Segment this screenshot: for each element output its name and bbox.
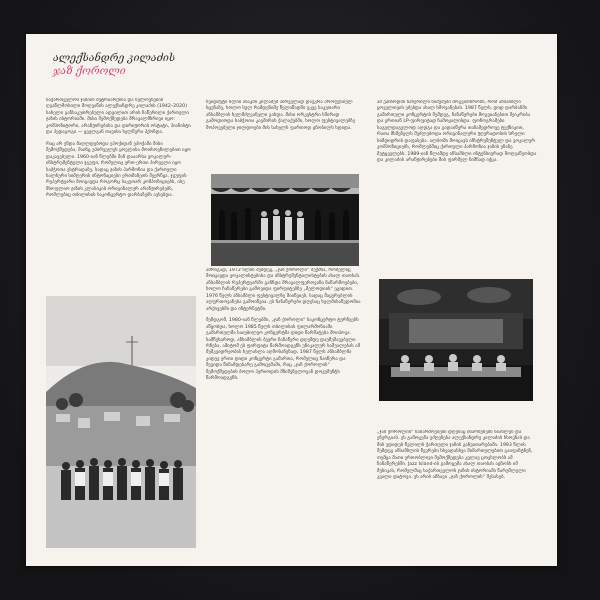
- page-title: ალექსანდრე კილაძის: [53, 52, 176, 64]
- paragraph: ამ ეპიზოდში ჩაწერილი ნიმუშები მოგვითხრობს, რომ ანსამბლი ყოველთვის ეძებდა ახალ ხმოვანებას. 1987 წელს, დიდ დარბაზში გამართული კონცერტის შემდეგ, ჩანაწერები მოგვიანებით შეიკრიბა და ერთიან LP-ფირფიტად ჩამოყალიბდა. ფონოგრამები საგულდაგულოდ აღდგა და გადაიწერა თანამედროვე ტექნიკით, რათა მსმენელს შეძლებოდა ორიგინალური ჟღერადობის სრული სიმდიდრის დაფასება. ალბომი მოიცავს ინსტრუმენტულ და ვოკალურ კომპოზიციებს, რომლებშიც ქართული ჰარმონია ჯაზის ენაზე მეტყველებს. 1989-იან წლამდე ანსამბლი ინტენსიურად მოღვაწეობდა და კილაძის არანჟირებები მის ფირმულ ნიშნად იქცა.: [377, 100, 537, 164]
- text-column-right-bottom: [377, 430, 537, 556]
- page-subtitle: ჯაზ ქოროლი: [53, 65, 126, 77]
- paragraph: საქართველოს ჯაზიის მეტრიარქისა და ხელოვნების ღვაწლმოსილი მოღვაწის ალექსანდრე კილაძის (1942–2020) სახელი განსაკუთრებული ადგილით არის ჩაწერილი ქართული ჯაზის ისტორიაში. მისი შემოქმედება მრავალმხრივი იყო: კომპოზიტორი, არანჟირებისა და დირიჟორის ოსტატი, პიანისტი და პედაგოგი — ყველგან თავისი ხელწერა ჰქონდა.: [46, 98, 191, 136]
- paragraph: ამრიგად, 1972 წლის შემდეგ, „ჯაზ ქოროლი“ შექმნა, რომელიც მოიცავდა ვოკალისტებისა და ინსტრუმენტალისტების ახალ თაობას. ანსამბლის რეპერტუარში გაჩნდა მრავალფეროვანი ნაწარმოებები, ხოლო ჩანაწერები გამოვიდა ფირფიტებზე „მელოდიის“ ეგიდით. 1976 წელს ანსამბლი ფესტივალზე მიიწვიეს, სადაც მაყურებლის აღფრთოვანება გამოიწვია. ეს ჩანაწერები დღესაც ხელმისაწვდომია არქივებში და ინტერნეტში.: [206, 268, 361, 312]
- paragraph: ჩვიდმეტი წლის ასაკში კილაძემ პირველად დაუკრა პროფესიულ სცენაზე, ხოლო სულ რამდენიმე წელიწადში უკვე საკუთარი ანსამბლის ხელმძღვანელი გახდა. მისი ორკესტრი ხშირად გამოდიოდა საბჭოთა კავშირის ქალაქებში, ხოლო ფესტივალებზე მოპოვებული ჯილდოები მის სახელს ფართოდ ცნობილს ხდიდა.: [206, 100, 356, 131]
- liner-notes-sheet: [26, 34, 557, 566]
- text-column-right-top: [377, 100, 537, 275]
- paragraph: შემდგომ, 1980-იან წლებში, „ჯაზ ქოროლი“ საკონცერტო ტურნეებს აწყობდა, ხოლო 1985 წელს თბილისის ფილარმონიაში გამართულმა საიუბილეო კონცერტმა დიდი წარმატება მოიპოვა. სამწუხაროდ, ანსამბლის ბევრი ჩანაწერი დღემდე დაუმუშავებელი რჩება, ამიტომ ეს ფირფიტა წარმოადგენს უნიკალურ საშუალებას ამ მემკვიდრეობის ხელახლა აღმოსაჩენად. 1987 წელს ანსამბლმა კიდევ ერთი დიდი კონცერტი გამართა, რომელიც ჩაიწერა და შევიდა წინამდებარე გამოცემაში, რაც „ჯაზ ქოროლის“ შემოქმედების ბოლო პერიოდის მნიშვნელოვან დოკუმენტს წარმოადგენს.: [206, 318, 361, 382]
- paragraph: „ჯაზ ქოროლის“ ნაწარმოებები დღესაც ინარჩუნებს სიახლეს და ენერგიას. ეს გამოცემა ეძღვნება ალექსანდრე კილაძის ხსოვნას და მის უდიდეს წვლილს ქართული ჯაზის განვითარებაში. 1993 წლის შემდეგ ანსამბლის წევრები სხვადასხვა მიმართულებით გაიფანტნენ, თუმცა მათი ერთობლივი შემოქმედება კვლავ ცოცხლობს ამ ჩანაწერებში. Jazz Island-ის გამოცემა ახალ თაობას აცნობს იმ მუსიკას, რომელმაც საქართველოს ჯაზის ისტორიაში წარუშლელი კვალი დატოვა. ეს არის ამბავი „ჯაზ ქოროლის“ შესახებ.: [377, 430, 533, 481]
- stage-photo: [211, 174, 359, 266]
- hall-photo: [379, 279, 533, 401]
- paragraph: რაც არ უნდა მაღლდებოდა ეპოქიდან ეპოქაში მისი შემოქმედება, მაინც უპირველეს ყოვლისა მოთხოვნილებით იყო დაკავებული. 1960-იან წლებში მან დააარსა ვოკალურ-ინსტრუმენტული ჯგუფი, რომელიც ერთ-ერთი პირველი იყო საბჭოთა ესტრადაზე, სადაც ჯაზის ჰარმონია და ქართული ხალხური სიმღერის ინტონაციები ერთმანეთს შეერწყა. ჯგუფის რეპერტუარი მოიცავდა როგორც საკუთარ კომპოზიციებს, ისე მსოფლიო ჯაზის კლასიკის ორიგინალურ არანჟირებებს, რომლებიც თბილისის საკონცერტო დარბაზებს ავსებდა.: [46, 141, 191, 199]
- group-photo: [46, 296, 196, 548]
- text-column-left-top: [46, 98, 193, 291]
- text-column-middle-bottom: [206, 268, 361, 556]
- text-column-middle-top: [206, 100, 361, 173]
